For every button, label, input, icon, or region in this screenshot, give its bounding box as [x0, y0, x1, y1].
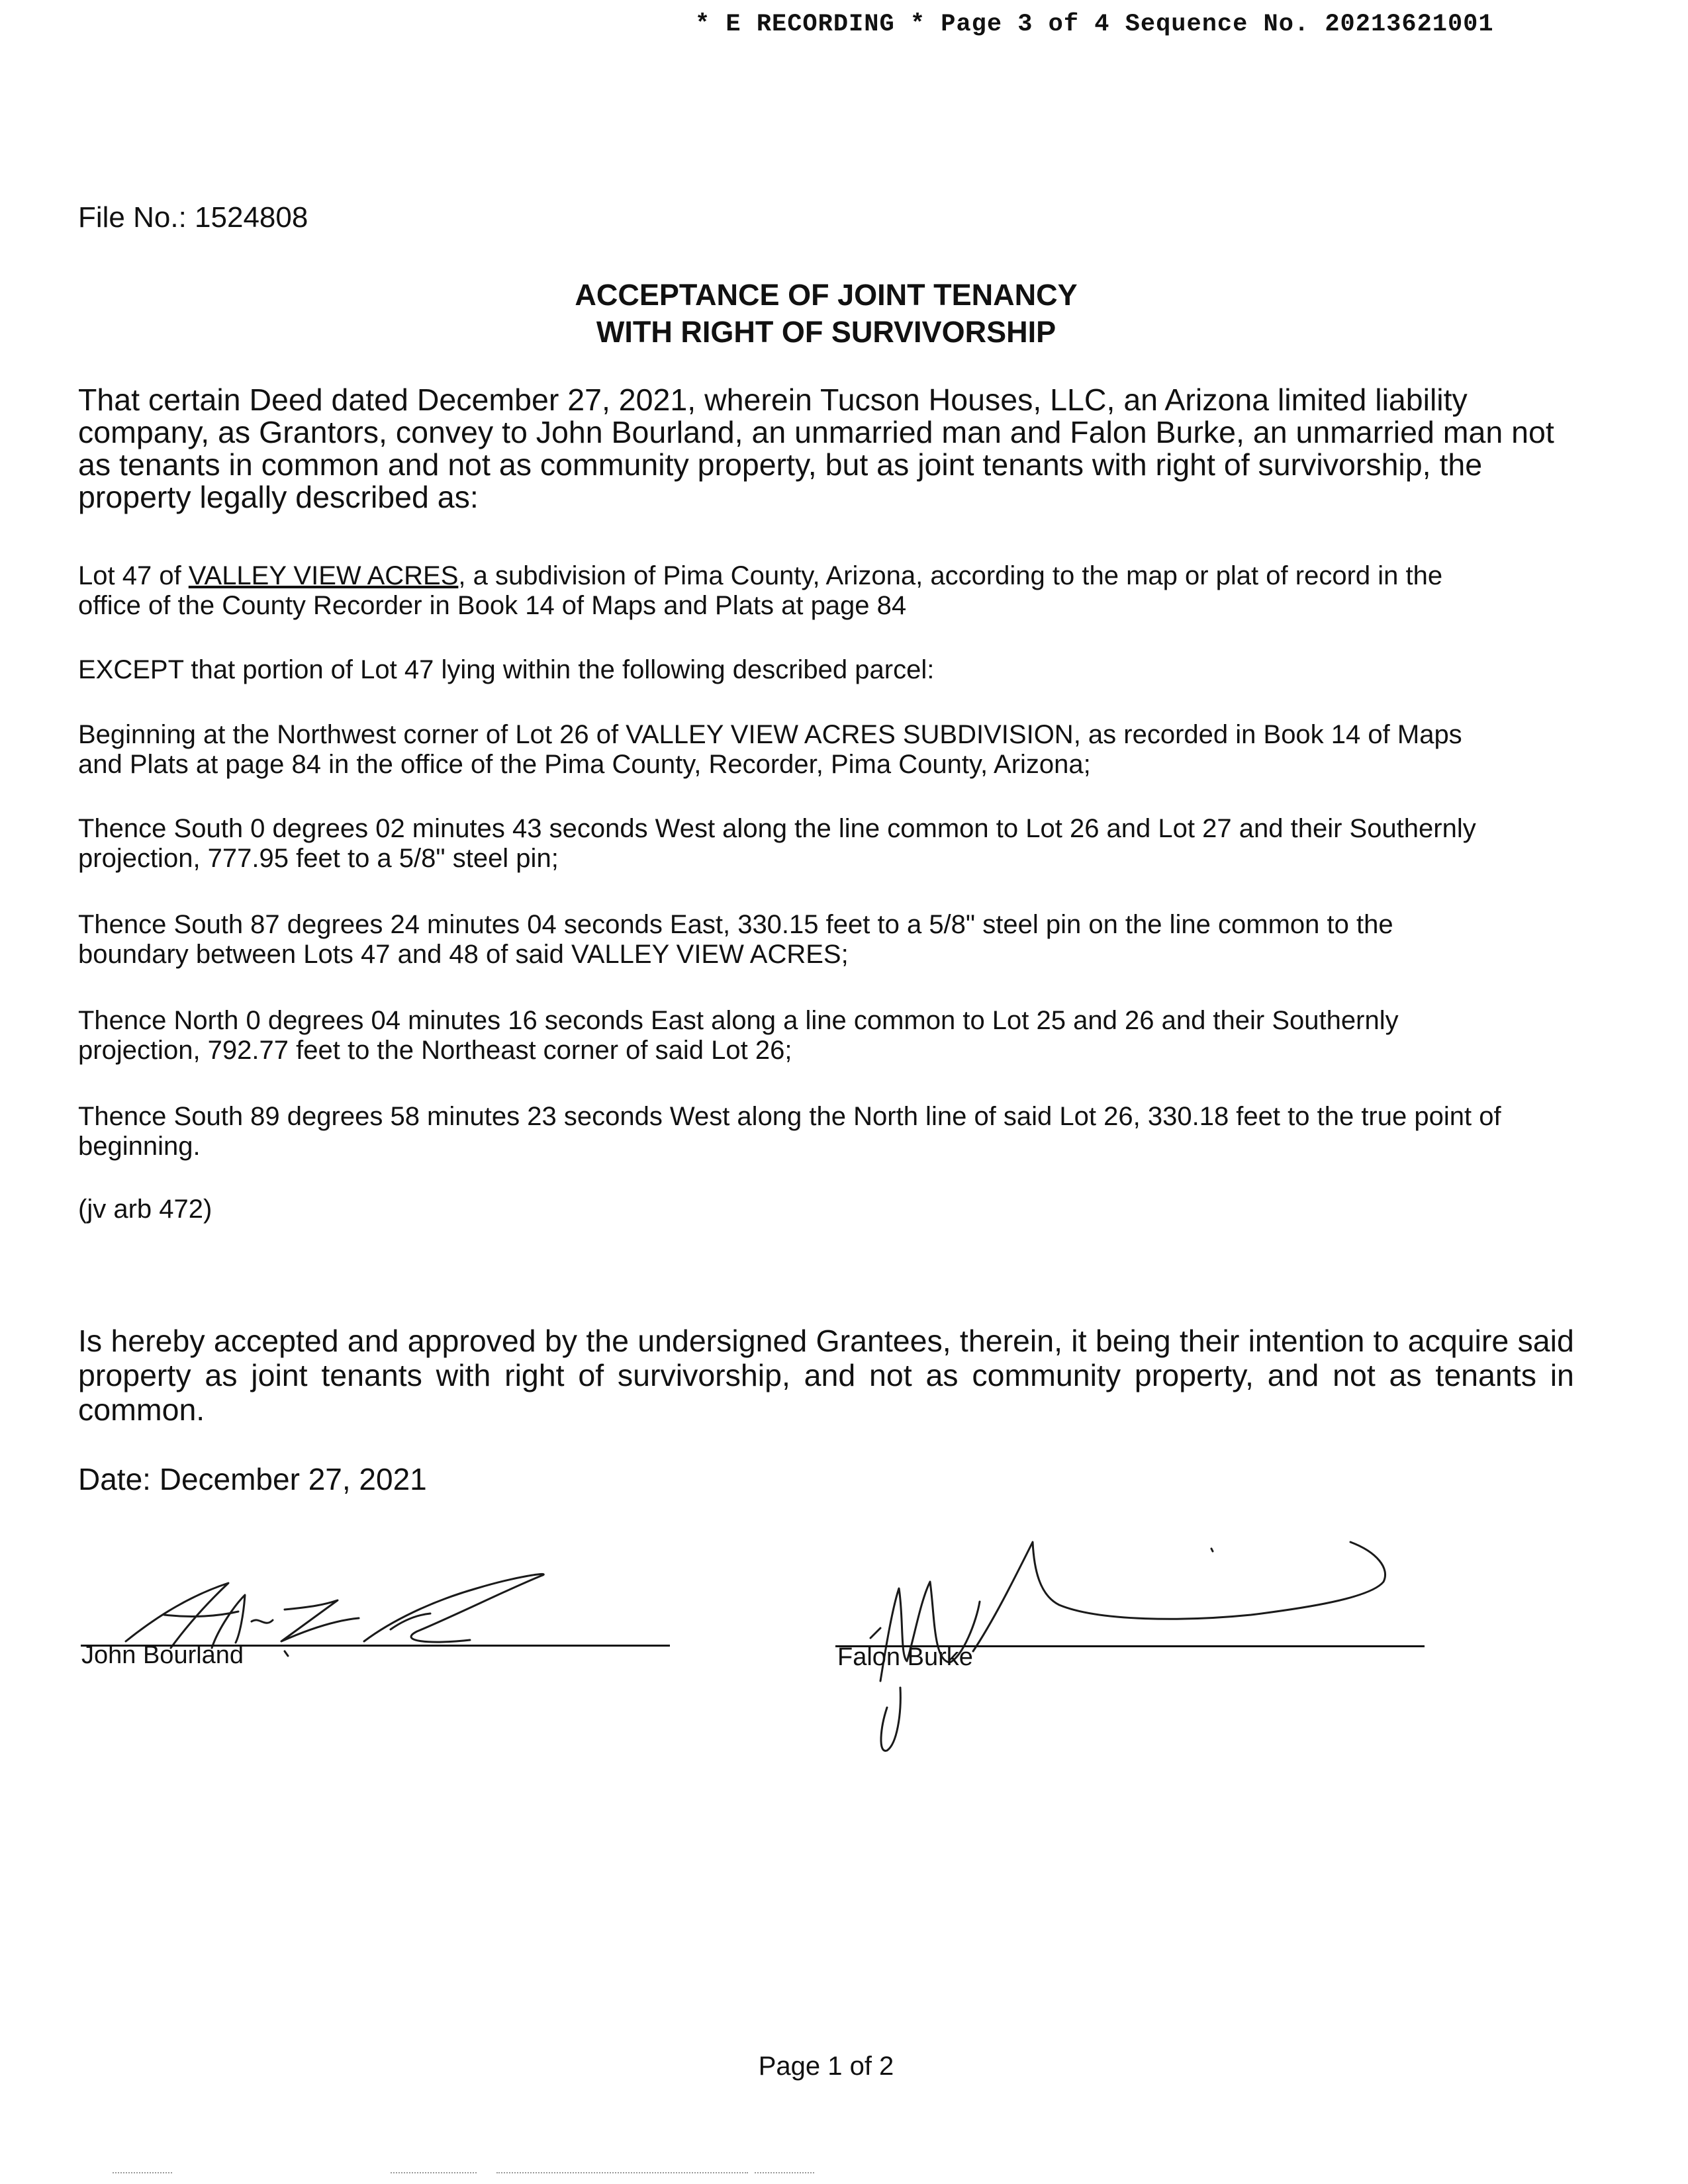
- scan-artifact: [496, 2172, 748, 2173]
- acceptance-line-1: [78, 1324, 1574, 1358]
- thence-paragraph-2: [78, 910, 1601, 970]
- acceptance-word: it: [1071, 1324, 1087, 1358]
- acceptance-word: as: [1389, 1358, 1422, 1392]
- acceptance-word: by: [544, 1324, 578, 1358]
- acceptance-word: and: [804, 1358, 856, 1392]
- acceptance-word: their: [1179, 1324, 1240, 1358]
- lot-description-line-2: office of the County Recorder in Book 14 of Maps and Plats at page 84: [78, 591, 907, 620]
- lot-description: [78, 561, 1601, 621]
- acceptance-word: property,: [1134, 1358, 1254, 1392]
- thence-line: boundary between Lots 47 and 48 of said VALLEY VIEW ACRES;: [78, 940, 849, 969]
- signer-name-john-bourland: John Bourland: [81, 1641, 244, 1669]
- acceptance-word: acquire: [1407, 1324, 1509, 1358]
- subdivision-name: VALLEY VIEW ACRES: [188, 561, 459, 590]
- recording-stamp: * E RECORDING * Page 3 of 4 Sequence No. 20213621001: [695, 11, 1494, 38]
- acceptance-word: not: [869, 1358, 912, 1392]
- document-title-line-1: ACCEPTANCE OF JOINT TENANCY: [575, 278, 1078, 312]
- scan-artifact: [113, 2172, 172, 2173]
- acceptance-word: approved: [407, 1324, 536, 1358]
- acceptance-word: with: [436, 1358, 491, 1392]
- acceptance-word: intention: [1248, 1324, 1365, 1358]
- lot-description-line-1: [78, 561, 1601, 591]
- scan-artifact: [391, 2172, 477, 2173]
- acceptance-word: Is: [78, 1324, 103, 1358]
- beginning-paragraph: [78, 720, 1601, 780]
- acceptance-word: joint: [251, 1358, 308, 1392]
- document-title-line-2: WITH RIGHT OF SURVIVORSHIP: [596, 315, 1056, 349]
- scan-artifact: [755, 2172, 814, 2173]
- acceptance-word: tenants: [321, 1358, 422, 1392]
- acceptance-word: right: [504, 1358, 565, 1392]
- acceptance-word: property: [78, 1358, 191, 1392]
- acceptance-line-3: common.: [78, 1392, 205, 1427]
- intro-line: That certain Deed dated December 27, 2021, wherein Tucson Houses, LLC, an Arizona limited liability: [78, 383, 1468, 417]
- thence-line: beginning.: [78, 1132, 201, 1161]
- thence-line: Thence South 87 degrees 24 minutes 04 seconds East, 330.15 feet to a 5/8" steel pin on the line common to the: [78, 910, 1393, 939]
- acceptance-word: accepted: [213, 1324, 339, 1358]
- lot-prefix: Lot 47 of: [78, 561, 189, 590]
- thence-paragraph-1: [78, 814, 1601, 874]
- lot-description-rest: , a subdivision of Pima County, Arizona, according to the map or plat of record in the: [458, 561, 1443, 590]
- date-line: Date: December 27, 2021: [78, 1462, 427, 1496]
- acceptance-word: said: [1517, 1324, 1574, 1358]
- except-clause: [78, 655, 1601, 685]
- except-line: EXCEPT that portion of Lot 47 lying within the following described parcel:: [78, 655, 935, 684]
- thence-line: Thence South 0 degrees 02 minutes 43 seconds West along the line common to Lot 26 and Lot 27 and their Southernly: [78, 814, 1476, 843]
- acceptance-word: not: [1333, 1358, 1376, 1392]
- reference-note: [78, 1195, 1601, 1224]
- reference-line: (jv arb 472): [78, 1195, 212, 1224]
- acceptance-word: tenants: [1435, 1358, 1536, 1392]
- thence-paragraph-3: [78, 1006, 1601, 1066]
- acceptance-paragraph: [78, 1324, 1574, 1427]
- acceptance-word: as: [205, 1358, 238, 1392]
- acceptance-word: and: [347, 1324, 399, 1358]
- intro-paragraph: [78, 384, 1574, 514]
- acceptance-word: hereby: [111, 1324, 205, 1358]
- acceptance-word: being: [1095, 1324, 1171, 1358]
- acceptance-word: survivorship,: [617, 1358, 790, 1392]
- page-footer: Page 1 of 2: [758, 2052, 894, 2081]
- acceptance-word: therein,: [959, 1324, 1063, 1358]
- beginning-line: Beginning at the Northwest corner of Lot 26 of VALLEY VIEW ACRES SUBDIVISION, as recorded in Book 14 of Maps: [78, 720, 1462, 749]
- thence-line: projection, 777.95 feet to a 5/8" steel pin;: [78, 844, 559, 873]
- beginning-line: and Plats at page 84 in the office of the Pima County, Recorder, Pima County, Arizona;: [78, 750, 1091, 779]
- acceptance-word: Grantees,: [816, 1324, 951, 1358]
- acceptance-word: community: [972, 1358, 1121, 1392]
- acceptance-word: and: [1267, 1358, 1319, 1392]
- acceptance-word: to: [1373, 1324, 1399, 1358]
- signer-name-falon-burke: Falon Burke: [837, 1643, 973, 1671]
- acceptance-word: of: [578, 1358, 604, 1392]
- falon-burke-signature: [814, 1489, 1410, 1767]
- acceptance-word: the: [586, 1324, 629, 1358]
- acceptance-word: as: [925, 1358, 959, 1392]
- intro-line: property legally described as:: [78, 480, 479, 514]
- acceptance-word: in: [1550, 1358, 1574, 1392]
- file-number: File No.: 1524808: [78, 201, 308, 234]
- thence-line: projection, 792.77 feet to the Northeast corner of said Lot 26;: [78, 1036, 792, 1065]
- acceptance-word: undersigned: [637, 1324, 808, 1358]
- thence-line: Thence North 0 degrees 04 minutes 16 seconds East along a line common to Lot 25 and 26 and their Southernly: [78, 1006, 1399, 1035]
- thence-paragraph-4: [78, 1102, 1601, 1161]
- thence-line: Thence South 89 degrees 58 minutes 23 seconds West along the North line of said Lot 26, 330.18 feet to the true point of: [78, 1102, 1501, 1131]
- intro-line: as tenants in common and not as community property, but as joint tenants with right of survivorship, the: [78, 447, 1483, 482]
- intro-line: company, as Grantors, convey to John Bourland, an unmarried man and Falon Burke, an unmarried man not: [78, 415, 1554, 449]
- acceptance-line-2: [78, 1358, 1574, 1392]
